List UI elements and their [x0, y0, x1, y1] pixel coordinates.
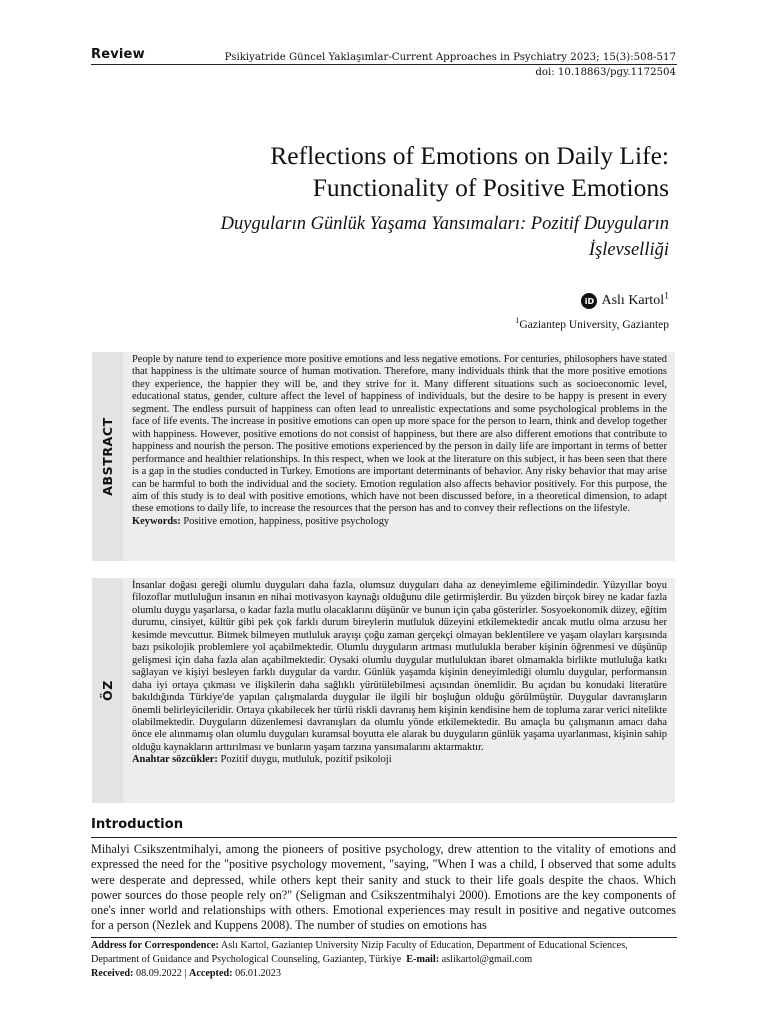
correspondence-label: Address for Correspondence:: [91, 940, 219, 951]
oz-box: [92, 578, 675, 803]
introduction-paragraph: Mihalyi Csikszentmihalyi, among the pioneers of positive psychology, drew attention to the vitality of emotions and expressed the need for the "positive psychology movement, "saying, "When I was a child, I observed that some adults were desperate and depressed, while others kept their sanity and stuck to their life goals despite the chaos. Which power sources do those people rely on?" (Seligman and Csikszentmihalyi 2000). Emotions are the key components of one's inner world and relationships with others. Emotional experiences may result in positive and negative outcomes for a person (Nezlek and Kuppens 2008). The number of studies on emotions has: [91, 842, 676, 933]
abstract-box: [92, 352, 675, 561]
affiliation-text: Gaziantep University, Gaziantep: [519, 319, 669, 331]
title-line-1: Reflections of Emotions on Daily Life:: [270, 141, 669, 170]
received-date: 08.09.2022: [135, 967, 182, 979]
subtitle-line-2: İşlevselliği: [588, 240, 669, 260]
correspondence-text: Aslı Kartol, Gaziantep University Nizip Faculty of Education, Department of Educational Sciences, Department of Guidance and Psychological Counseling, Gaziantep, Türkiye: [91, 940, 628, 965]
subtitle-line-1: Duyguların Günlük Yaşama Yansımaları: Pozitif Duyguların: [220, 214, 669, 234]
abstract-side-tab: [92, 352, 123, 561]
affiliation-marker: 1: [515, 316, 520, 326]
email-label: E-mail:: [406, 953, 440, 965]
oz-content: [132, 580, 667, 767]
abstract-text: People by nature tend to experience more positive emotions and less negative emotions. For centuries, philosophers have stated that happiness is the ultimate source of human motivation. Therefore, many individuals think that the more positive emotions they experience, the happier they will be, and they strive for it. Many different situations such as socioeconomic level, educational status, gender, culture affect the level of happiness of individuals, but the desire to be happy is present in every segment. The endless pursuit of happiness can often lead to unrealistic expectations and some psychological problems in the face of life events. The increase in positive emotions can open up more space for the person to learn, think and develop together with happiness. However, positive emotions do not consist of happiness, but there are also different emotions that contribute to happiness and nourish the person. The positive emotions experienced by the person in daily life are important in terms of better performance and healthier relationships. In this respect, when we look at the literature on this subject, it has been seen that there is a gap in the studies conducted in Turkey. Emotions are important determinants of behavior. Any risky behavior that may arise can be harmful to both the individual and the society. Emotion regulation also affects behavior positively. For this purpose, the aim of this study is to deal with positive emotions, which have not been discussed before, in a theoretical dimension, to adapt these emotions to daily life, to increase the resources that the person has and to convey their reflections on the lifestyle.: [132, 354, 667, 515]
header-divider: [91, 64, 677, 65]
journal-header: [225, 50, 676, 80]
footer-divider: [91, 937, 677, 938]
article-subtitle: [109, 211, 669, 263]
introduction-heading: Introduction: [91, 817, 184, 832]
journal-citation: Psikiyatride Güncel Yaklaşımlar-Current Approaches in Psychiatry 2023; 15(3):508-517: [224, 52, 676, 63]
accepted-label: Accepted:: [188, 967, 233, 979]
abstract-keywords: [132, 516, 667, 528]
abstract-content: [132, 354, 667, 528]
abstract-label: ABSTRACT: [100, 417, 115, 496]
keywords-label: Keywords:: [132, 515, 181, 527]
oz-keywords: [132, 754, 667, 766]
oz-label: ÖZ: [99, 680, 115, 701]
accepted-date: 06.01.2023: [235, 967, 281, 979]
oz-text: İnsanlar doğası gereği olumlu duyguları daha fazla, olumsuz duyguları daha az deneyimleme eğilimindedir. Yüzyıllar boyu filozoflar mutluluğun insanın en nihai motivasyon kaynağı olduğunu dile getirmişlerdir. Bu yüzden birçok birey ne kadar fazla olumlu duygu yaşarlarsa, o kadar fazla mutlu olacaklarını düşünür ve bunun için çaba gösterirler. Sosyoekonomik düzey, eğitim durumu, cinsiyet, kültür gibi pek çok farklı durum bireylerin mutluluk düzeyini etkilemektedir ancak mutlu olma arzusu her kesimde mevcuttur. Bitmek bilmeyen mutluluk arayışı çoğu zaman gerçekçi olmayan beklentilere ve yaşam olayları karşısında bazı psikolojik problemlere yol açabilmektedir. Olumlu duyguların artması mutlulukla beraber kişinin öğrenmesi ve düşünüp gelişmesi için daha fazla alan açabilmektedir. Oysaki olumlu duygular mutluluktan ibaret olmamakla birlikte mutluluğa katkı sağlayan ve kişiyi besleyen farklı duygular da vardır. Günlük yaşamda kişinin deneyimlediği olumlu duygular, performansın daha iyi ortaya çıkması ve ilişkilerin daha sağlıklı yürütülebilmesi açısından önemlidir. Bu açıdan bu konudaki literatüre bakıldığında Türkiye'de yapılan çalışmalarda duygular ile ilgili bir boşluğun olduğu görülmüştür. Duygular davranışların önemli belirleyicileridir. Ortaya çıkabilecek her türlü riskli davranış hem kişinin kendisine hem de topluma zarar verici nitelikte olabilmektedir. Duyguların düzenlemesi davranışları da olumlu yönde etkilemektedir. Bu amaçla bu çalışmanın amacı daha önce ele alınmamış olan olumlu duyguları kuramsal boyutta ele alarak bu duyguların günlük yaşama uyarlanması, kişinin sahip olduğu kaynakların arttırılması ve bunların yaşam tarzına yansımalarını aktarmaktır.: [132, 580, 667, 753]
dates: [91, 967, 676, 981]
email-link[interactable]: aslikartol@gmail.com: [441, 953, 533, 965]
author-name: Aslı Kartol: [601, 293, 665, 308]
keywords-text: Positive emotion, happiness, positive psychology: [183, 515, 390, 527]
date-separator: |: [184, 967, 187, 979]
author-affiliation-marker: 1: [664, 290, 669, 302]
title-line-2: Functionality of Positive Emotions: [312, 173, 669, 202]
oz-keywords-text: Pozitif duygu, mutluluk, pozitif psikoloji: [220, 754, 392, 766]
doi[interactable]: doi: 10.18863/pgy.1172504: [535, 67, 676, 78]
author-line: [581, 290, 669, 309]
footer-notes: [91, 939, 676, 980]
oz-keywords-label: Anahtar sözcükler:: [132, 754, 218, 766]
orcid-icon[interactable]: iD: [581, 293, 597, 309]
oz-side-tab: [92, 578, 123, 803]
article-title: [109, 140, 669, 204]
section-label: Review: [91, 47, 145, 62]
introduction-divider: [91, 837, 677, 838]
received-label: Received:: [91, 967, 134, 979]
correspondence: [91, 939, 676, 967]
affiliation: [515, 316, 669, 331]
